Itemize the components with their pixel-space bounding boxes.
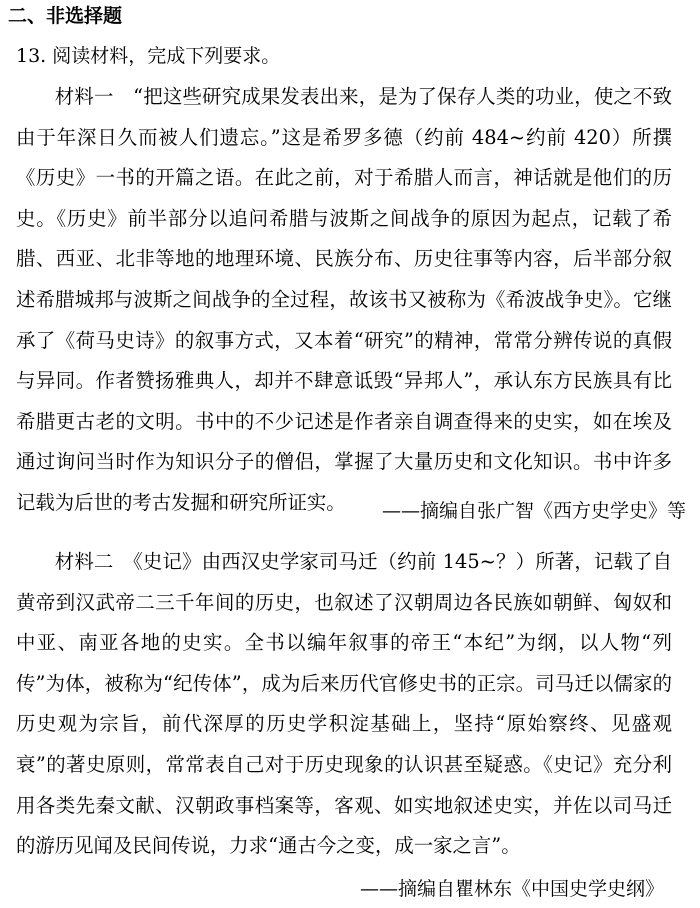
material-one-source: ——摘编自张广智《西方史学史》等 [381,500,686,522]
material-two-paragraph: 材料二 《史记》由西汉史学家司马迁（约前 145~？）所著，记载了自黄帝到汉武帝二三千年间的历史，也叙述了汉朝周边各民族如朝鲜、匈奴和中亚、南亚各地的史实。全书以编年叙事的帝王“本纪”为纲，以人物“列传”为体，被称为“纪传体”，成为后来历代官修史书的正宗。司马迁以儒家的历史观为宗旨，前代深厚的历史学积淀基础上，坚持“原始察终、见盛观衰”的著史原则，常常表自己对于历史现象的认识甚至疑惑。《史记》充分利用各类先秦文献、汉朝政事档案等，客观、如实地叙述史实，并佐以司马迁的游历见闻及民间传说，力求“通古今之变，成一家之言”。 [16,550,672,858]
material-one-paragraph: 材料一 “把这些研究成果发表出来，是为了保存人类的功业，使之不致由于年深日久而被人们遗忘。”这是希罗多德（约前 484~约前 420）所撰《历史》一书的开篇之语。在此之前，对于希腊人而言，神话就是他们的历史。《历史》前半部分以追问希腊与波斯之间战争的原因为起点，记载了希腊、西亚、北非等地的地理环境、民族分布、历史往事等内容，后半部分叙述希腊城邦与波斯之间战争的全过程，故该书又被称为《希波战争史》。它继承了《荷马史诗》的叙事方式，又本着“研究”的精神，常常分辨传说的真假与异同。作者赞扬雅典人，却并不肆意诋毁“异邦人”，承认东方民族具有比希腊更古老的文明。书中的不少记述是作者亲自调查得来的史实，如在埃及通过询问当时作为知识分子的僧侣，掌握了大量历史和文化知识。书中许多记载为后世的考古发掘和研究所证实。 [16,85,672,514]
question-prompt: 13. 阅读材料，完成下列要求。 [16,45,281,67]
section-heading: 二、非选择题 [8,5,123,27]
material-two-source: ——摘编自瞿林东《中国史学史纲》 [359,878,664,900]
